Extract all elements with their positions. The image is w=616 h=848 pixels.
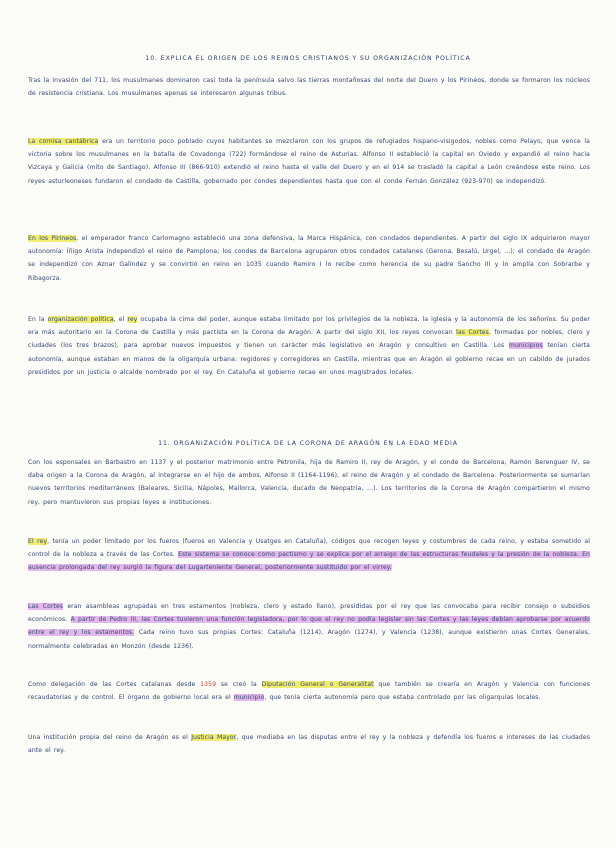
q11-paragraph-2: [28, 535, 590, 575]
highlight-justicia-mayor: Justicia Mayor: [191, 734, 237, 741]
q10-p3-text: , el emperador franco Carlomagno estableció una zona defensiva, la Marca Hispánica, con condados dependientes. A partir del siglo IX adquirieron mayor autonomía: Íñigo Arista independizó el reino de Pamplona; los condes de Barcelona agruparon otros condados catalanes (Gerona, Besalú, Urgel, ...); el condado de Aragón se independizó con Aznar Galíndez y se convirtió en reino en 1035 cuando Ramiro I lo recibe como herencia de su padre Sancho III y lo amplía con Sobrarbe y Ribagorza.: [28, 235, 590, 282]
highlight-pactismo: Este sistema se conoce como pactismo y se explica por el arraigo de las estructuras feudales y la presión de la nobleza. En ausencia prolongada del rey surgió la figura del Lugarteniente General, posteriormente sustituido por el virrey.: [28, 551, 590, 572]
q11-p5-b: , que mediaba en las disputas entre el rey y la nobleza y defendía los fueros e intereses de las ciudades ante el rey.: [28, 734, 590, 755]
highlight-organizacion: organización política: [47, 316, 114, 323]
q10-paragraph-3: [28, 232, 590, 285]
q11-paragraph-1: Con los esponsales en Barbastro en 1137 y el posterior matrimonio entre Petronila, hija de Ramiro II, rey de Aragón, y el conde de Barcelona, Ramón Berenguer IV, se daba origen a la Corona de Aragón, al integrarse en el hijo de ambos, Alfonso II (1164-1196), el reino de Aragón y el condado de Barcelona. Posteriormente se sumarían nuevos territorios mediterráneos (Baleares, Sicilia, Nápoles, Mallorca, Valencia, ducado de Neopatria, ...). Los territorios de la Corona de Aragón compartieron el mismo rey, pero mantuvieron sus propias leyes e instituciones.: [28, 459, 590, 506]
q11-paragraph-5: [28, 731, 590, 757]
q10-p2-text: era un territorio poco poblado cuyos habitantes se mezclaron con los grupos de refugiados hispano-visigodos, nobles como Pelayo, que vence la victoria sobre los musulmanes en la batalla de Covadonga (722) formándose el reino de Asturias. Alfonso II estableció la capital en Oviedo y expandió el reino hacia Vizcaya y Galicia (mito de Santiago). Alfonso III (866-910) extendió el reino hasta el valle del Duero y en el 914 se trasladó la capital a León creándose este reino. Los reyes asturleoneses fundaron el condado de Castilla, gobernado por condes dependientes hasta que con el conde Fernán González (923-970) se independizó.: [28, 138, 590, 185]
q11-p5-a: Una institución propia del reino de Aragón es el: [28, 734, 192, 741]
q10-p4-a: En la: [28, 316, 48, 323]
q11-p4-c: que también se crearía en Aragón y Valencia con funciones recaudatorias y de control. El órgano de gobierno local era el: [28, 681, 591, 702]
highlight-cortes: las Cortes: [456, 329, 489, 337]
highlight-municipio: municipio: [233, 694, 265, 702]
question-10-title: 10. EXPLICA EL ORIGEN DE LOS REINOS CRISTIANOS Y SU ORGANIZACIÓN POLÍTICA: [145, 55, 471, 62]
q10-paragraph-4: [28, 313, 590, 379]
q11-p2-a: , tenía un poder limitado por los fueros (fueros en Valencia y Usatges en Cataluña), códigos que recogen leyes y costumbres de cada reino, y estaba sometido al control de la nobleza a través de las Cortes.: [28, 538, 591, 559]
q11-p3-a: eran asambleas agrupadas en tres estamentos (nobleza, clero y estado llano), presididas por el rey que las convocaba para recibir consejo o subsidios económicos.: [28, 603, 590, 624]
question-11-title: 11. ORGANIZACIÓN POLÍTICA DE LA CORONA DE ARAGÓN EN LA EDAD MEDIA: [158, 440, 458, 447]
highlight-rey: rey: [127, 316, 138, 323]
highlight-cornisa: La cornisa cantábrica: [28, 138, 99, 145]
q10-paragraph-1: Tras la invasión del 711, los musulmanes dominaron casi toda la península salvo las tierras montañosas del norte del Duero y los Pirineos, donde se formaron los núcleos de resistencia cristiana. Los musulmanes apenas se interesaron algunas tribus.: [28, 77, 590, 98]
q10-p4-b: , el: [113, 316, 128, 323]
highlight-funcion-legisladora: A partir de Pedro III, las Cortes tuvieron una función legisladora, por lo que el rey no podía legislar sin las Cortes y las leyes debían aprobarse por acuerdo entre el rey y los estamentos.: [28, 616, 590, 637]
q10-paragraph-2: [28, 135, 590, 188]
q11-p3-c: Cada reino tuvo sus propias Cortes: Cataluña (1214), Aragón (1274), y Valencia (1238), aunque existieron unas Cortes Generales, normalmente celebradas en Monzón (desde 1236).: [28, 629, 590, 650]
highlight-generalitat: Diputación General o Generalitat: [261, 681, 374, 688]
q11-paragraph-4: [28, 678, 590, 704]
year-1359: 1359: [200, 681, 217, 688]
q10-p4-d: , formadas por nobles, clero y ciudades (los tres brazos), para aprobar nuevos impuestos y tienen un carácter más legislativo en Aragón y consultivo en Castilla. Los: [28, 329, 590, 350]
highlight-las-cortes: Las Cortes: [28, 603, 64, 610]
q10-p4-c: ocupaba la cima del poder, aunque estaba limitado por los privilegios de la nobleza, la iglesia y la autonomía de los señoríos. Su poder era más autoritario en la Corona de Castilla y más pactista en la Corona de Aragón. A partir del siglo XII, los reyes convocan: [28, 316, 590, 337]
highlight-el-rey: El rey: [28, 538, 48, 545]
q11-paragraph-3: [28, 600, 590, 653]
q11-p4-b: se creó la: [216, 681, 262, 688]
q11-p4-d: , que tenía cierta autonomía pero que estaba controlado por las oligarquías locales.: [264, 694, 541, 702]
highlight-pirineos: En los Pirineos: [28, 235, 77, 242]
q10-p4-e: tenían cierta autonomía, aunque estaban en manos de la oligarquía urbana: regidores y corregidores en Castilla, mientras que en Aragón el gobierno recae en un cabildo de jurados presididos por un justicia o alcalde nombrado por el rey. En Cataluña el gobierno recae en unos magistrados locales.: [28, 342, 590, 376]
q11-p4-a: Como delegación de las Cortes catalanas desde: [28, 681, 201, 688]
highlight-municipios: municipios: [508, 342, 543, 350]
